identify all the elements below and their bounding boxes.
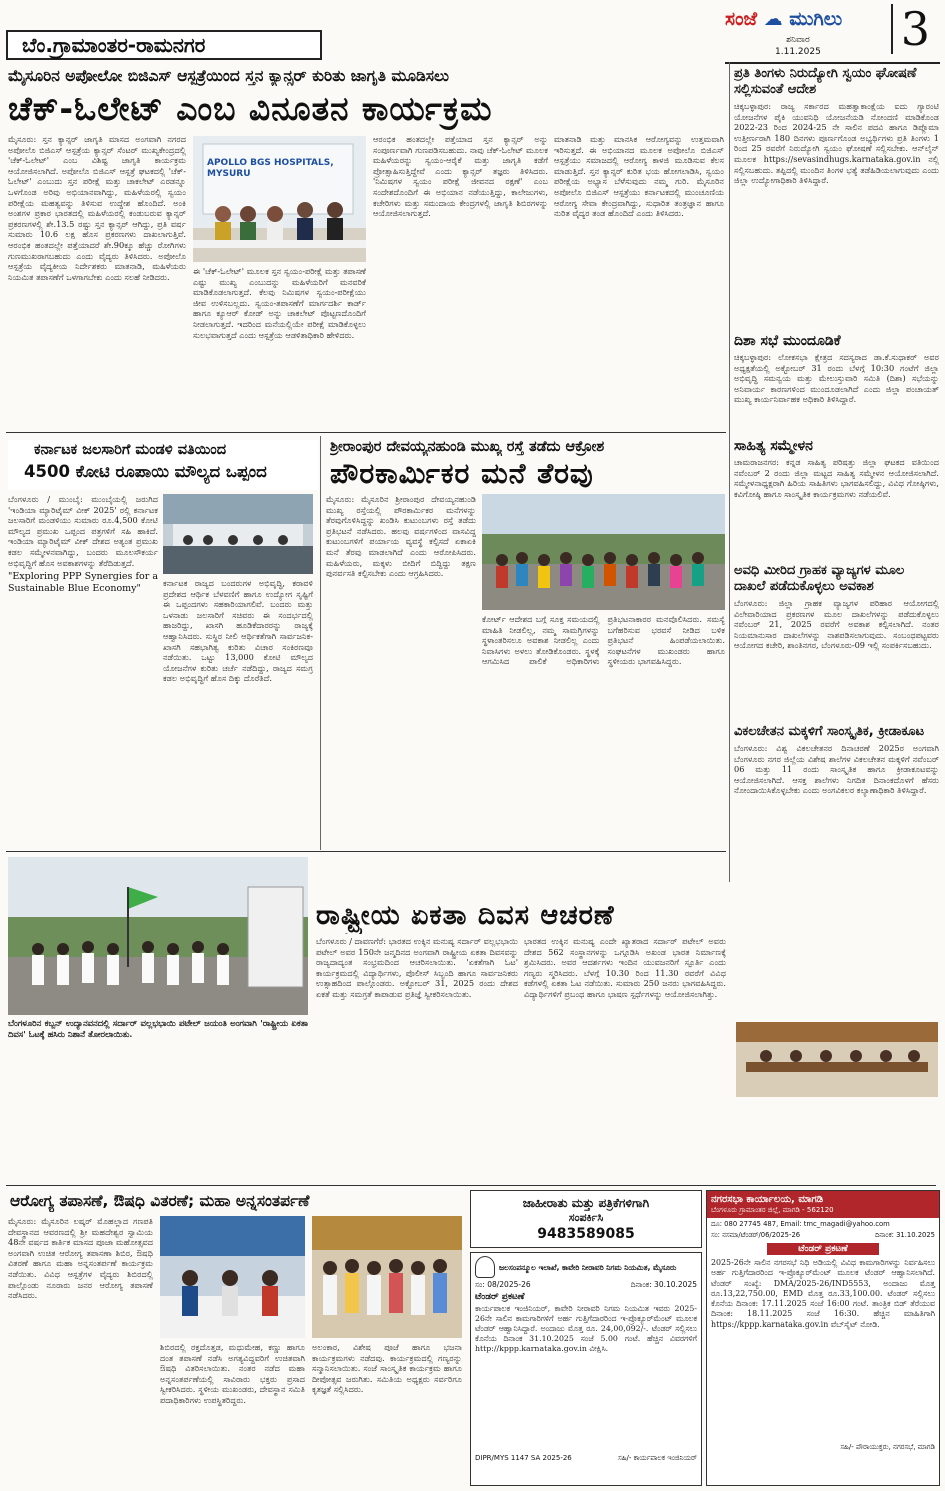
meeting-photo bbox=[736, 1022, 938, 1097]
water-story-kicker: ಕರ್ನಾಟಕ ಜಲಸಾರಿಗೆ ಮಂಡಳಿ ವತಿಯಿಂದ bbox=[34, 442, 227, 458]
sidebar-disabled-title: ವಿಕಲಚೇತನ ಮಕ್ಕಳಿಗೆ ಸಾಂಸ್ಕೃತಿಕ, ಕ್ರೀಡಾಕೂಟ bbox=[734, 724, 925, 739]
masthead-name-b: ಮುಗಿಲು bbox=[789, 8, 843, 30]
water-story-col-1-text: ಬೆಂಗಳೂರು / ಮುಂಬೈ: ಮುಂಬೈಯಲ್ಲಿ ಜರುಗಿದ 'ಇಂಡಿಯಾ ಮ್ಯಾರಿಟೈಮ್ ವೀಕ್ 2025' ರಲ್ಲಿ ಕರ್ನಾಟಕ ಜಲಸಾರಿಗೆ ಮಂಡಳಿಯು ಸುಮಾರು ರೂ.4,500 ಕೋಟಿ ಮೌಲ್ಯದ ಪ್ರಮುಖ ಒಪ್ಪಂದ ಪತ್ರಗಳಿಗೆ ಸಹಿ ಹಾಕಿದೆ. ಇಂಡಿಯಾ ಮ್ಯಾರಿಟೈಮ್ ವೀಕ್ ದೇಶದ ಅತ್ಯಂತ ಪ್ರಮುಖ ಕಡಲ ಸಮ್ಮೇಳನವಾಗಿದ್ದು, ಬಂದರು ಮೂಲಸೌಕರ್ಯ ಅಭಿವೃದ್ಧಿಗೆ ಹೊಸ ಅವಕಾಶಗಳನ್ನು ತೆರೆದಿಡುತ್ತದೆ. bbox=[8, 494, 158, 568]
column-divider-2 bbox=[320, 436, 321, 850]
ad-contact-box bbox=[470, 1190, 702, 1248]
cloud-icon: ☁ bbox=[763, 8, 783, 30]
masthead-date-value: 1.11.2025 bbox=[775, 47, 821, 57]
top-story-col-1-text: ಮೈಸೂರು: ಸ್ತನ ಕ್ಯಾನ್ಸರ್ ಜಾಗೃತಿ ಮಾಸದ ಅಂಗವಾಗಿ ನಗರದ ಅಪೋಲೊ ಬಿಜಿಎಸ್ ಆಸ್ಪತ್ರೆಯ ಕ್ಯಾನ್ಸರ್ ಸೆಂಟರ್ ಮುಖ್ಯಕೇಂದ್ರದಲ್ಲಿ 'ಚೆಕ್-ಓಲೇಟ್' ಎಂಬ ವಿಶಿಷ್ಟ ಜಾಗೃತಿ ಕಾರ್ಯಕ್ರಮ ಆಯೋಜಿಸಲಾಗಿದೆ. ಅಪೋಲೊ ಬಿಜಿಎಸ್ ಆಸ್ಪತ್ರೆ ಘಟಕದಲ್ಲಿ 'ಚೆಕ್-ಓಲೇಟ್' ಎಂಬುದು ಸ್ತನ ಪರೀಕ್ಷೆ ಮತ್ತು ಚಾಕಲೇಟ್ ಎರಡನ್ನೂ ಒಳಗೊಂಡ ಅರಿವು ಅಭಿಯಾನವಾಗಿದ್ದು, ಮಹಿಳೆಯರಲ್ಲಿ ಸ್ವಯಂ ಪರೀಕ್ಷೆಯ ಮಹತ್ವವನ್ನು ತಿಳಿಸುವ ಉದ್ದೇಶ ಹೊಂದಿದೆ. ಅಂಕಿ ಅಂಶಗಳ ಪ್ರಕಾರ ಭಾರತದಲ್ಲಿ ಮಹಿಳೆಯರಲ್ಲಿ ಕಂಡುಬರುವ ಕ್ಯಾನ್ಸರ್ ಪ್ರಕರಣಗಳಲ್ಲಿ ಶೇ.13.5 ರಷ್ಟು ಸ್ತನ ಕ್ಯಾನ್ಸರ್ ಆಗಿದ್ದು, ಪ್ರತಿ ವರ್ಷ ಸುಮಾರು 10.6 ಲಕ್ಷ ಹೊಸ ಪ್ರಕರಣಗಳು ದಾಖಲಾಗುತ್ತಿವೆ. ಆರಂಭಿಕ ಹಂತದಲ್ಲೇ ಪತ್ತೆಯಾದರೆ ಶೇ.90ಕ್ಕೂ ಹೆಚ್ಚು ರೋಗಿಗಳು ಗುಣಮುಖರಾಗಬಹುದು ಎಂದು ವೈದ್ಯರು ತಿಳಿಸಿದರು. ಅಪೋಲೊ ಆಸ್ಪತ್ರೆಯ ವೈದ್ಯಕೀಯ ನಿರ್ದೇಶಕರು ಮಾತನಾಡಿ, ಮಹಿಳೆಯರು ನಿಯಮಿತ ತಪಾಸಣೆಗೆ ಒಳಗಾಗಬೇಕು ಎಂದು ಸಲಹೆ ನೀಡಿದರು. bbox=[8, 134, 186, 282]
protest-crowd-photo bbox=[482, 494, 725, 610]
top-story-col-3-text: ಆರಂಭಿಕ ಹಂತದಲ್ಲೇ ಪತ್ತೆಯಾದ ಸ್ತನ ಕ್ಯಾನ್ಸರ್ ಅನ್ನು ಸಂಪೂರ್ಣವಾಗಿ ಗುಣಪಡಿಸಬಹುದು. ನಾವು ಚೆಕ್-ಓಲೇಟ್ ಮೂಲಕ ಮಹಿಳೆಯರನ್ನು ಸ್ವಯಂ-ಆರೈಕೆ ಮತ್ತು ಜಾಗೃತಿ ಕಡೆಗೆ ಪ್ರೋತ್ಸಾಹಿಸುತ್ತಿದ್ದೇವೆ ಎಂದು ಕ್ಯಾನ್ಸರ್ ತಜ್ಞರು ತಿಳಿಸಿದರು. 'ನಿಮಿಷಗಳ ಸ್ವಯಂ ಪರೀಕ್ಷೆ ಜೀವನದ ರಕ್ಷಣೆ' ಎಂಬ ಸಂದೇಶದೊಂದಿಗೆ ಈ ಅಭಿಯಾನ ನಡೆಯುತ್ತಿದ್ದು, ಕಾಲೇಜುಗಳು, ಕಚೇರಿಗಳು ಮತ್ತು ಸಮುದಾಯ ಕೇಂದ್ರಗಳಲ್ಲಿ ಜಾಗೃತಿ ಶಿಬಿರಗಳನ್ನು ಆಯೋಜಿಸಲಾಗುತ್ತದೆ. bbox=[373, 134, 548, 219]
protest-story-col-1 bbox=[326, 494, 476, 846]
unity-run-photo bbox=[8, 857, 308, 1015]
sidebar bbox=[734, 66, 939, 881]
tender-1-date: ದಿನಾಂಕ: 30.10.2025 bbox=[630, 1280, 697, 1289]
sidebar-disabled-body: ಬೆಂಗಳೂರು: ವಿಶ್ವ ವಿಕಲಚೇತನರ ದಿನಾಚರಣೆ 2025ರ ಅಂಗವಾಗಿ ಬೆಂಗಳೂರು ನಗರ ಜಿಲ್ಲೆಯ ವಿಶೇಷ ಶಾಲೆಗಳ ವಿಕಲಚೇತನ ಮಕ್ಕಳಿಗೆ ನವೆಂಬರ್ 06 ಮತ್ತು 11 ರಂದು ಸಾಂಸ್ಕೃತಿಕ ಹಾಗೂ ಕ್ರೀಡಾಕೂಟವನ್ನು ಆಯೋಜಿಸಲಾಗಿದೆ. ಆಸಕ್ತ ಶಾಲೆಗಳು ನಿಗದಿತ ದಿನಾಂಕದೊಳಗೆ ಹೆಸರು ನೋಂದಾಯಿಸಿಕೊಳ್ಳಬೇಕು ಎಂದು ಅಂಗವಿಕಲರ ಕಲ್ಯಾಣಾಧಿಕಾರಿ ತಿಳಿಸಿದ್ದಾರೆ. bbox=[734, 743, 939, 796]
health-story-col-2-text: ಶಿಬಿರದಲ್ಲಿ ರಕ್ತದೊತ್ತಡ, ಮಧುಮೇಹ, ಕಣ್ಣು ಹಾಗೂ ದಂತ ತಪಾಸಣೆ ನಡೆಸಿ ಅಗತ್ಯವಿದ್ದವರಿಗೆ ಉಚಿತವಾಗಿ ಔಷಧಿ ವಿತರಿಸಲಾಯಿತು. ನಂತರ ನಡೆದ ಮಹಾ ಅನ್ನಸಂತರ್ಪಣೆಯಲ್ಲಿ ಸಾವಿರಾರು ಭಕ್ತರು ಪ್ರಸಾದ ಸ್ವೀಕರಿಸಿದರು. ಸ್ಥಳೀಯ ಮುಖಂಡರು, ದೇವಸ್ಥಾನ ಸಮಿತಿ ಪದಾಧಿಕಾರಿಗಳು ಉಪಸ್ಥಿತರಿದ್ದರು. bbox=[160, 1342, 305, 1405]
top-story-col-1 bbox=[8, 134, 186, 426]
tender-2-title: ಟೆಂಡರ್ ಪ್ರಕಟಣೆ bbox=[767, 1243, 879, 1255]
protest-story-col-1-text: ಮೈಸೂರು: ಮೈಸೂರಿನ ಶ್ರೀರಾಂಪುರ ದೇವಯ್ಯನಹುಂಡಿ ಮುಖ್ಯ ರಸ್ತೆಯಲ್ಲಿ ಪೌರಕಾರ್ಮಿಕರ ಮನೆಗಳನ್ನು ತೆರವುಗೊಳಿಸಿದ್ದನ್ನು ಖಂಡಿಸಿ ಕುಟುಂಬಗಳು ರಸ್ತೆ ತಡೆದು ಪ್ರತಿಭಟನೆ ನಡೆಸಿದರು. ಹಲವು ವರ್ಷಗಳಿಂದ ವಾಸವಿದ್ದ ಕುಟುಂಬಗಳಿಗೆ ಪರ್ಯಾಯ ವ್ಯವಸ್ಥೆ ಕಲ್ಪಿಸದೆ ಏಕಾಏಕಿ ಮನೆ ತೆರವು ಮಾಡಲಾಗಿದೆ ಎಂದು ಆರೋಪಿಸಿದರು. ಮಹಿಳೆಯರು, ಮಕ್ಕಳು ಬೀದಿಗೆ ಬಿದ್ದಿದ್ದು ತಕ್ಷಣ ಪುನರ್ವಸತಿ ಕಲ್ಪಿಸಬೇಕು ಎಂದು ಆಗ್ರಹಿಸಿದರು. bbox=[326, 494, 476, 579]
tender-1-body: ಕಾರ್ಯಪಾಲಕ ಇಂಜಿನಿಯರ್, ಕಾವೇರಿ ನೀರಾವರಿ ನಿಗಮ ನಿಯಮಿತ ಇವರು 2025-26ನೇ ಸಾಲಿನ ಕಾಮಗಾರಿಗಳಿಗೆ ಅರ್ಹ ಗುತ್ತಿಗೆದಾರರಿಂದ ಇ-ಪ್ರೊಕ್ಯೂರ್‌ಮೆಂಟ್ ಮೂಲಕ ಟೆಂಡರ್ ಆಹ್ವಾನಿಸಿದ್ದಾರೆ. ಅಂದಾಜು ಮೊತ್ತ ರೂ. 24,00,092/-. ಟೆಂಡರ್ ಸಲ್ಲಿಸಲು ಕೊನೆಯ ದಿನಾಂಕ 31.10.2025 ಸಂಜೆ 5.00 ಗಂಟೆ. ಹೆಚ್ಚಿನ ವಿವರಗಳಿಗೆ http://kppp.karnataka.gov.in ವೀಕ್ಷಿಸಿ. bbox=[475, 1304, 697, 1353]
tender-2-head bbox=[707, 1191, 939, 1218]
ad-contact-title: ಜಾಹೀರಾತು ಮತ್ತು ಪತ್ರಿಕೆಗಳಿಗಾಗಿ bbox=[522, 1196, 650, 1210]
sidebar-disha-body: ಚಿಕ್ಕಬಳ್ಳಾಪುರ: ಲೋಕಸಭಾ ಕ್ಷೇತ್ರದ ಸದಸ್ಯರಾದ ಡಾ.ಕೆ.ಸುಧಾಕರ್ ಅವರ ಅಧ್ಯಕ್ಷತೆಯಲ್ಲಿ ಅಕ್ಟೋಬರ್ 31 ರಂದು ಬೆಳಗ್ಗೆ 10:30 ಗಂಟೆಗೆ ಜಿಲ್ಲಾ ಅಭಿವೃದ್ಧಿ ಸಮನ್ವಯ ಮತ್ತು ಮೇಲುಸ್ತುವಾರಿ ಸಮಿತಿ (ದಿಶಾ) ಸಭೆಯನ್ನು ಅನಿವಾರ್ಯ ಕಾರಣಗಳಿಂದ ಮುಂದೂಡಲಾಗಿದೆ ಎಂದು ಜಿಲ್ಲಾ ಪಂಚಾಯತ್ ಮುಖ್ಯ ಕಾರ್ಯನಿರ್ವಾಹಕ ಅಧಿಕಾರಿ ತಿಳಿಸಿದ್ದಾರೆ. bbox=[734, 352, 939, 405]
sidebar-disha-title: ದಿಶಾ ಸಭೆ ಮುಂದೂಡಿಕೆ bbox=[734, 333, 841, 349]
column-divider bbox=[729, 62, 730, 882]
water-story-quote: "Exploring PPP Synergies for a Sustainable Blue Economy" bbox=[8, 571, 158, 595]
ad-contact-phone: 9483589085 bbox=[537, 1226, 635, 1242]
top-story-col-3 bbox=[373, 134, 548, 426]
tender-2-contact: ದೂ: 080 27745 487, Email: tmc_magadi@yahoo.com bbox=[711, 1220, 890, 1228]
unity-story-caption-text: ಬೆಂಗಳೂರಿನ ಕಬ್ಬನ್ ಉದ್ಯಾನವನದಲ್ಲಿ ಸರ್ದಾರ್ ವಲ್ಲಭಭಾಯಿ ಪಟೇಲ್ ಜಯಂತಿ ಅಂಗವಾಗಿ 'ರಾಷ್ಟ್ರೀಯ ಏಕತಾ ದಿವಸ' ಓಟಕ್ಕೆ ಹಸಿರು ನಿಶಾನೆ ತೋರಲಾಯಿತು. bbox=[8, 1018, 308, 1039]
tender-2-head-text: ನಗರಸಭಾ ಕಾರ್ಯಾಲಯ, ಮಾಗಡಿ bbox=[711, 1194, 824, 1205]
top-story-photo bbox=[193, 136, 366, 262]
masthead-day: ಶನಿವಾರ bbox=[786, 35, 810, 45]
tender-1-title: ಟೆಂಡರ್ ಪ್ರಕಟಣೆ bbox=[475, 1292, 525, 1302]
page-number: 3 bbox=[891, 4, 930, 54]
health-story-headline: ಆರೋಗ್ಯ ತಪಾಸಣೆ, ಔಷಧಿ ವಿತರಣೆ; ಮಹಾ ಅನ್ನಸಂತರ್ಪಣೆ bbox=[10, 1192, 310, 1210]
masthead-title bbox=[725, 8, 842, 30]
health-story-col-1-text: ಮೈಸೂರು: ಮೈಸೂರಿನ ಲಷ್ಕರ್ ಮೊಹಲ್ಲಾದ ಗಣಪತಿ ದೇವಸ್ಥಾನದ ಆವರಣದಲ್ಲಿ ಶ್ರೀ ಮಹದೇಶ್ವರ ಸ್ವಾಮಿಯ 48ನೇ ವರ್ಷದ ಕಾರ್ತಿಕ ಮಾಸದ ಪೂಜಾ ಮಹೋತ್ಸವದ ಅಂಗವಾಗಿ ಉಚಿತ ಆರೋಗ್ಯ ತಪಾಸಣಾ ಶಿಬಿರ, ಔಷಧಿ ವಿತರಣೆ ಹಾಗೂ ಮಹಾ ಅನ್ನಸಂತರ್ಪಣೆ ಕಾರ್ಯಕ್ರಮ ನಡೆಯಿತು. ವಿವಿಧ ಆಸ್ಪತ್ರೆಗಳ ವೈದ್ಯರು ಶಿಬಿರದಲ್ಲಿ ಪಾಲ್ಗೊಂಡು ನೂರಾರು ಜನರ ಆರೋಗ್ಯ ತಪಾಸಣೆ ನಡೆಸಿದರು. bbox=[8, 1216, 153, 1301]
health-story-col-3-text: ಅಲಂಕಾರ, ವಿಶೇಷ ಪೂಜೆ ಹಾಗೂ ಭಜನಾ ಕಾರ್ಯಕ್ರಮಗಳು ನಡೆದವು. ಕಾರ್ಯಕ್ರಮದಲ್ಲಿ ಗಣ್ಯರನ್ನು ಸನ್ಮಾನಿಸಲಾಯಿತು. ಸಂಜೆ ಸಾಂಸ್ಕೃತಿಕ ಕಾರ್ಯಕ್ರಮ ಹಾಗೂ ದೀಪೋತ್ಸವ ಜರುಗಿತು. ಸಮಿತಿಯ ಅಧ್ಯಕ್ಷರು ಸರ್ವರಿಗೂ ಕೃತಜ್ಞತೆ ಸಲ್ಲಿಸಿದರು. bbox=[312, 1342, 462, 1395]
sidebar-jobs-body: ಚಿಕ್ಕಬಳ್ಳಾಪುರ: ರಾಜ್ಯ ಸರ್ಕಾರದ ಮಹತ್ವಾಕಾಂಕ್ಷೆಯ ಐದು ಗ್ಯಾರಂಟಿ ಯೋಜನೆಗಳ ಪೈಕಿ ಯುವನಿಧಿ ಯೋಜನೆಯಡಿ ನೋಂದಣಿ ಮಾಡಿಕೊಂಡ 2022-23 ರಿಂದ 2024-25 ನೇ ಸಾಲಿನ ಪದವಿ ಹಾಗೂ ಡಿಪ್ಲೊಮಾ ಉತ್ತೀರ್ಣರಾಗಿ 180 ದಿನಗಳು ಪೂರ್ಣಗೊಂಡ ಅಭ್ಯರ್ಥಿಗಳು ಪ್ರತಿ ತಿಂಗಳು 1 ರಿಂದ 25 ರವರೆಗೆ ನಿರುದ್ಯೋಗಿ ಸ್ವಯಂ ಘೋಷಣೆ ಸಲ್ಲಿಸಬೇಕು. ಆನ್‌ಲೈನ್ ಮೂಲಕ https://sevasindhugs.karnataka.gov.in ನಲ್ಲಿ ಸಲ್ಲಿಸಬಹುದು. ತಪ್ಪಿದಲ್ಲಿ ಮುಂದಿನ ತಿಂಗಳ ಭತ್ಯೆ ತಡೆಹಿಡಿಯಲಾಗುವುದು ಎಂದು ಜಿಲ್ಲಾ ಉದ್ಯೋಗಾಧಿಕಾರಿ ತಿಳಿಸಿದ್ದಾರೆ. bbox=[734, 101, 939, 186]
unity-story-col-1-text: ಬೆಂಗಳೂರು / ದಾವಣಗೆರೆ: ಭಾರತದ ಉಕ್ಕಿನ ಮನುಷ್ಯ ಸರ್ದಾರ್ ವಲ್ಲಭಭಾಯಿ ಪಟೇಲ್ ಅವರ 150ನೇ ಜನ್ಮದಿನದ ಅಂಗವಾಗಿ ರಾಷ್ಟ್ರೀಯ ಏಕತಾ ದಿವಸವನ್ನು ರಾಜ್ಯದಾದ್ಯಂತ ಸಂಭ್ರಮದಿಂದ ಆಚರಿಸಲಾಯಿತು. 'ಏಕತೆಗಾಗಿ ಓಟ' ಕಾರ್ಯಕ್ರಮದಲ್ಲಿ ವಿದ್ಯಾರ್ಥಿಗಳು, ಪೊಲೀಸ್ ಸಿಬ್ಬಂದಿ ಹಾಗೂ ಸಾರ್ವಜನಿಕರು ಉತ್ಸಾಹದಿಂದ ಪಾಲ್ಗೊಂಡರು. ಅಕ್ಟೋಬರ್ 31, 2025 ರಂದು ದೇಶದ ಏಕತೆ ಮತ್ತು ಸಮಗ್ರತೆ ಕಾಪಾಡುವ ಪ್ರತಿಜ್ಞೆ ಸ್ವೀಕರಿಸಲಾಯಿತು. bbox=[316, 936, 518, 999]
ad-contact-sub: ಸಂಪರ್ಕಿಸಿ bbox=[568, 1211, 604, 1224]
tender-2-date: ದಿನಾಂಕ: 31.10.2025 bbox=[874, 1231, 935, 1239]
sidebar-consumer-title: ಅವಧಿ ಮೀರಿದ ಗ್ರಾಹಕ ವ್ಯಾಜ್ಯಗಳ ಮೂಲ ದಾಖಲೆ ಪಡೆದುಕೊಳ್ಳಲು ಅವಕಾಶ bbox=[734, 563, 905, 594]
press-meet-photo bbox=[193, 136, 366, 262]
section-tag: ಬೆಂ.ಗ್ರಾಮಾಂತರ-ರಾಮನಗರ bbox=[6, 30, 322, 60]
tender-2-ref: ಸಂ: ನಸಮಾ/ಟೆಂಡರ್/06/2025-26 bbox=[711, 1231, 801, 1239]
masthead-name-a: ಸಂಜೆ bbox=[725, 8, 758, 30]
health-story-col-1 bbox=[8, 1216, 153, 1486]
protest-story-headline: ಪೌರಕಾರ್ಮಿಕರ ಮನೆ ತೆರವು bbox=[330, 457, 594, 490]
top-story-col-4 bbox=[554, 134, 724, 426]
sidebar-consumer-body: ಬೆಂಗಳೂರು: ಜಿಲ್ಲಾ ಗ್ರಾಹಕ ವ್ಯಾಜ್ಯಗಳ ಪರಿಹಾರ ಆಯೋಗದಲ್ಲಿ ವಿಲೇವಾರಿಯಾದ ಪ್ರಕರಣಗಳ ಮೂಲ ದಾಖಲೆಗಳನ್ನು ಪಡೆದುಕೊಳ್ಳಲು ನವೆಂಬರ್ 21, 2025 ರವರೆಗೆ ಅವಕಾಶ ಕಲ್ಪಿಸಲಾಗಿದೆ. ನಂತರ ನಿಯಮಾನುಸಾರ ದಾಖಲೆಗಳನ್ನು ನಾಶಪಡಿಸಲಾಗುವುದು. ಸಂಬಂಧಪಟ್ಟವರು ಆಯೋಗದ ಕಚೇರಿ, ಶಾಂತಿನಗರ, ಬೆಂಗಳೂರು-09 ಇಲ್ಲಿ ಸಂಪರ್ಕಿಸಬಹುದು. bbox=[734, 598, 939, 651]
health-camp-photo bbox=[160, 1216, 305, 1338]
government-emblem-icon bbox=[475, 1256, 495, 1278]
water-story-col-1 bbox=[8, 494, 158, 846]
section-divider bbox=[6, 432, 726, 433]
maritime-event-photo bbox=[163, 494, 313, 574]
sidebar-sahitya-title: ಸಾಹಿತ್ಯ ಸಮ್ಮೇಳನ bbox=[734, 438, 813, 454]
tender-2-sub: ಬೆಂಗಳೂರು ಗ್ರಾಮಾಂತರ ಜಿಲ್ಲೆ, ಮಾಗಡಿ - 562120 bbox=[711, 1206, 834, 1214]
health-story-col-3 bbox=[312, 1342, 462, 1486]
health-story-col-2 bbox=[160, 1342, 305, 1486]
sidebar-photo bbox=[736, 1022, 938, 1097]
unity-story-col-2-text: ಭಾರತದ ಉಕ್ಕಿನ ಮನುಷ್ಯ ಎಂದೇ ಖ್ಯಾತರಾದ ಸರ್ದಾರ್ ಪಟೇಲ್ ಅವರು ದೇಶದ 562 ಸಂಸ್ಥಾನಗಳನ್ನು ಒಗ್ಗೂಡಿಸಿ ಅಖಂಡ ಭಾರತ ನಿರ್ಮಾಣಕ್ಕೆ ಶ್ರಮಿಸಿದರು. ಅವರ ಆದರ್ಶಗಳು ಇಂದಿನ ಯುವಜನರಿಗೆ ಸ್ಫೂರ್ತಿ ಎಂದು ಗಣ್ಯರು ಸ್ಮರಿಸಿದರು. ಬೆಳಗ್ಗೆ 10.30 ರಿಂದ 11.30 ರವರೆಗೆ ವಿವಿಧ ಕಡೆಗಳಲ್ಲಿ ಏಕತಾ ಓಟ ನಡೆಯಿತು. ಸುಮಾರು 250 ಜನರು ಭಾಗವಹಿಸಿದ್ದರು. ವಿದ್ಯಾರ್ಥಿಗಳಿಗೆ ಪ್ರಬಂಧ ಹಾಗೂ ಭಾಷಣ ಸ್ಪರ್ಧೆಗಳನ್ನು ಆಯೋಜಿಸಲಾಗಿತ್ತು. bbox=[524, 936, 726, 999]
tender-1-sign: ಸಹಿ/- ಕಾರ್ಯಪಾಲಕ ಇಂಜಿನಿಯರ್ bbox=[618, 1454, 697, 1462]
water-story-col-2 bbox=[163, 578, 313, 846]
masthead bbox=[725, 4, 940, 64]
protest-story-photo bbox=[482, 494, 725, 610]
water-story-col-2-text: ಕರ್ನಾಟಕ ರಾಜ್ಯದ ಬಂದರುಗಳ ಅಭಿವೃದ್ಧಿ, ಕರಾವಳಿ ಪ್ರದೇಶದ ಆರ್ಥಿಕ ಬೆಳವಣಿಗೆ ಹಾಗೂ ಉದ್ಯೋಗ ಸೃಷ್ಟಿಗೆ ಈ ಒಪ್ಪಂದಗಳು ಸಹಕಾರಿಯಾಗಲಿವೆ. ಬಂದರು ಮತ್ತು ಒಳನಾಡು ಜಲಸಾರಿಗೆ ಸಚಿವರು ಈ ಸಂದರ್ಭದಲ್ಲಿ ಹಾಜರಿದ್ದು, ಖಾಸಗಿ ಹೂಡಿಕೆದಾರರನ್ನು ರಾಜ್ಯಕ್ಕೆ ಆಹ್ವಾನಿಸಿದರು. ಸುಸ್ಥಿರ ನೀಲಿ ಆರ್ಥಿಕತೆಗಾಗಿ ಸಾರ್ವಜನಿಕ-ಖಾಸಗಿ ಸಹಭಾಗಿತ್ವ ಕುರಿತು ವಿಚಾರ ಸಂಕಿರಣವೂ ನಡೆಯಿತು. ಒಟ್ಟು 13,000 ಕೋಟಿ ಮೌಲ್ಯದ ಯೋಜನೆಗಳ ಕುರಿತು ಚರ್ಚೆ ನಡೆದಿದ್ದು, ರಾಜ್ಯದ ಸಮಗ್ರ ಕಡಲ ಅಭಿವೃದ್ಧಿಗೆ ಹೊಸ ದಿಕ್ಕು ದೊರೆತಿದೆ. bbox=[163, 578, 313, 684]
sidebar-sahitya-body: ಚಾಮರಾಜನಗರ: ಕನ್ನಡ ಸಾಹಿತ್ಯ ಪರಿಷತ್ತು ಜಿಲ್ಲಾ ಘಟಕದ ವತಿಯಿಂದ ನವೆಂಬರ್ 2 ರಂದು ಜಿಲ್ಲಾ ಮಟ್ಟದ ಸಾಹಿತ್ಯ ಸಮ್ಮೇಳನ ಆಯೋಜಿಸಲಾಗಿದೆ. ಸಮ್ಮೇಳನಾಧ್ಯಕ್ಷರಾಗಿ ಹಿರಿಯ ಸಾಹಿತಿಗಳು ಭಾಗವಹಿಸಲಿದ್ದು, ವಿವಿಧ ಗೋಷ್ಠಿಗಳು, ಕವಿಗೋಷ್ಠಿ ಹಾಗೂ ಸಾಂಸ್ಕೃತಿಕ ಕಾರ್ಯಕ್ರಮಗಳು ನಡೆಯಲಿವೆ. bbox=[734, 457, 939, 499]
protest-story-col-2-text: ಕೋರ್ಟ್ ಆದೇಶದ ಬಗ್ಗೆ ಸೂಕ್ತ ಸಮಯದಲ್ಲಿ ಮಾಹಿತಿ ನೀಡಲಿಲ್ಲ, ನಮ್ಮ ಸಾಮಗ್ರಿಗಳನ್ನು ಸ್ಥಳಾಂತರಿಸಲೂ ಅವಕಾಶ ನೀಡಲಿಲ್ಲ ಎಂದು ನಿವಾಸಿಗಳು ಅಳಲು ತೋಡಿಕೊಂಡರು. ಸ್ಥಳಕ್ಕೆ ಆಗಮಿಸಿದ ಪಾಲಿಕೆ ಅಧಿಕಾರಿಗಳು ಪ್ರತಿಭಟನಾಕಾರರ ಮನವೊಲಿಸಿದರು. ಸಮಸ್ಯೆ ಬಗೆಹರಿಸುವ ಭರವಸೆ ನೀಡಿದ ಬಳಿಕ ಪ್ರತಿಭಟನೆ ಹಿಂಪಡೆಯಲಾಯಿತು. ಸಂಘಟನೆಗಳ ಮುಖಂಡರು ಹಾಗೂ ಸ್ಥಳೀಯರು ಭಾಗವಹಿಸಿದ್ದರು. bbox=[482, 614, 725, 667]
top-story-col-4-text: ಮಾತನಾಡಿ ಮತ್ತು ಮಾನಸಿಕ ಆರೋಗ್ಯವನ್ನು ಉತ್ತಮವಾಗಿ ಇರಿಸುತ್ತದೆ. ಈ ಅಭಿಯಾನದ ಮೂಲಕ ಅಪೋಲೊ ಬಿಜಿಎಸ್ ಆಸ್ಪತ್ರೆಯು ಸಮಾಜದಲ್ಲಿ ಆರೋಗ್ಯ ಕಾಳಜಿ ಮೂಡಿಸುವ ಕೆಲಸ ಮಾಡುತ್ತಿದೆ. ಸ್ತನ ಕ್ಯಾನ್ಸರ್ ಕುರಿತ ಭಯ ಹೋಗಲಾಡಿಸಿ, ಸ್ವಯಂ ಪರೀಕ್ಷೆಯ ಅಭ್ಯಾಸ ಬೆಳೆಸುವುದು ನಮ್ಮ ಗುರಿ. ಮೈಸೂರಿನ ಅಪೋಲೊ ಬಿಜಿಎಸ್ ಆಸ್ಪತ್ರೆಯು ಕರ್ನಾಟಕದಲ್ಲಿ ಮುಂಚೂಣಿಯ ಆರೋಗ್ಯ ಸೇವಾ ಕೇಂದ್ರವಾಗಿದ್ದು, ಸುಧಾರಿತ ತಂತ್ರಜ್ಞಾನ ಹಾಗೂ ನುರಿತ ವೈದ್ಯರ ತಂಡ ಹೊಂದಿದೆ ಎಂದು ತಿಳಿಸಿದರು. bbox=[554, 134, 724, 219]
health-story-photo-2 bbox=[312, 1216, 462, 1338]
sidebar-jobs-title: ಪ್ರತಿ ತಿಂಗಳು ನಿರುದ್ಯೋಗಿ ಸ್ವಯಂ ಘೋಷಣೆ ಸಲ್ಲಿಸುವಂತೆ ಆದೇಶ bbox=[734, 66, 917, 97]
top-story-col-2 bbox=[193, 266, 366, 426]
tender-2-sign: ಸಹಿ/- ಪೌರಾಯುಕ್ತರು, ನಗರಸಭೆ, ಮಾಗಡಿ bbox=[840, 1443, 935, 1451]
unity-story-col-2 bbox=[524, 936, 726, 1180]
tender-notice-2 bbox=[706, 1190, 940, 1486]
top-story-kicker: ಮೈಸೂರಿನ ಅಪೋಲೋ ಬಿಜಿಎಸ್ ಆಸ್ಪತ್ರೆಯಿಂದ ಸ್ತನ ಕ್ಯಾನ್ಸರ್ ಕುರಿತು ಜಾಗೃತಿ ಮೂಡಿಸಲು bbox=[8, 67, 449, 85]
tender-notice-1 bbox=[470, 1252, 702, 1486]
unity-story-caption bbox=[8, 1018, 308, 1048]
tender-1-ref: ಸಂ: 08/2025-26 bbox=[475, 1280, 531, 1289]
unity-story-headline: ರಾಷ್ಟ್ರೀಯ ಏಕತಾ ದಿವಸ ಆಚರಣೆ bbox=[316, 900, 615, 931]
water-story-photo bbox=[163, 494, 313, 574]
top-story-col-2-text: ಈ 'ಚೆಕ್-ಓಲೇಟ್' ಮೂಲಕ ಸ್ತನ ಸ್ವಯಂ-ಪರೀಕ್ಷೆ ಮತ್ತು ತಪಾಸಣೆ ಎಷ್ಟು ಮುಖ್ಯ ಎಂಬುದನ್ನು ಮಹಿಳೆಯರಿಗೆ ಮನವರಿಕೆ ಮಾಡಿಕೊಡಲಾಗುತ್ತದೆ. ಕೆಲವು ನಿಮಿಷಗಳ ಸ್ವಯಂ-ಪರೀಕ್ಷೆಯು ಜೀವ ಉಳಿಸಬಲ್ಲದು. ಸ್ವಯಂ-ತಪಾಸಣೆಗೆ ಮಾರ್ಗದರ್ಶಿ ಕಾರ್ಡ್ ಹಾಗೂ ಕ್ಯೂಆರ್ ಕೋಡ್ ಅನ್ನು ಚಾಕಲೇಟ್ ಪೊಟ್ಟಣದೊಂದಿಗೆ ನೀಡಲಾಗುತ್ತದೆ. ಇದರಿಂದ ಮನೆಯಲ್ಲಿಯೇ ಪರೀಕ್ಷೆ ಮಾಡಿಕೊಳ್ಳಲು ಸುಲಭವಾಗುತ್ತದೆ ಎಂದು ಆಸ್ಪತ್ರೆಯ ಆಡಳಿತಾಧಿಕಾರಿ ಹೇಳಿದರು. bbox=[193, 266, 366, 340]
unity-story-col-1 bbox=[316, 936, 518, 1080]
photo-sign: APOLLO BGS HOSPITALS, MYSURU bbox=[207, 158, 334, 179]
top-story-headline: ಚೆಕ್-ಓಲೇಟ್ ಎಂಬ ವಿನೂತನ ಕಾರ್ಯಕ್ರಮ bbox=[8, 89, 493, 128]
section-divider-2 bbox=[6, 851, 726, 852]
tender-1-footer: DIPR/MYS 1147 SA 2025-26 bbox=[475, 1454, 572, 1462]
felicitation-photo bbox=[312, 1216, 462, 1338]
unity-story-photo bbox=[8, 857, 308, 1015]
tender-1-head: ಜಲಸಂಪನ್ಮೂಲ ಇಲಾಖೆ, ಕಾವೇರಿ ನೀರಾವರಿ ನಿಗಮ ನಿಯಮಿತ, ಮೈಸೂರು bbox=[499, 1262, 677, 1272]
masthead-date bbox=[775, 34, 821, 58]
protest-story-kicker: ಶ್ರೀರಾಂಪುರ ದೇವಯ್ಯನಹುಂಡಿ ಮುಖ್ಯ ರಸ್ತೆ ತಡೆದು ಆಕ್ರೋಶ bbox=[330, 439, 605, 455]
protest-story-col-2 bbox=[482, 614, 725, 846]
tender-2-body: 2025-26ನೇ ಸಾಲಿನ ನಗರಸಭೆ ನಿಧಿ ಅಡಿಯಲ್ಲಿ ವಿವಿಧ ಕಾಮಗಾರಿಗಳನ್ನು ನಿರ್ವಹಿಸಲು ಅರ್ಹ ಗುತ್ತಿಗೆದಾರರಿಂದ ಇ-ಪ್ರೊಕ್ಯೂರ್‌ಮೆಂಟ್ ಮೂಲಕ ಟೆಂಡರ್ ಆಹ್ವಾನಿಸಲಾಗಿದೆ. ಟೆಂಡರ್ ಸಂಖ್ಯೆ: DMA/2025-26/IND5553, ಅಂದಾಜು ಮೊತ್ತ ರೂ.13,22,750.00, EMD ಮೊತ್ತ ರೂ.33,100.00. ಟೆಂಡರ್ ಸಲ್ಲಿಸಲು ಕೊನೆಯ ದಿನಾಂಕ: 17.11.2025 ಸಂಜೆ 16:00 ಗಂಟೆ. ತಾಂತ್ರಿಕ ಬಿಡ್ ತೆರೆಯುವ ದಿನಾಂಕ: 18.11.2025 ಸಂಜೆ 16:30. ಹೆಚ್ಚಿನ ಮಾಹಿತಿಗಾಗಿ https://kppp.karnataka.gov.in ವೆಬ್‌ಸೈಟ್ ನೋಡಿ. bbox=[711, 1258, 935, 1329]
health-story-photo bbox=[160, 1216, 305, 1338]
water-story-headline: 4500 ಕೋಟಿ ರೂಪಾಯಿ ಮೌಲ್ಯದ ಒಪ್ಪಂದ bbox=[24, 462, 267, 481]
section-divider-3 bbox=[6, 1185, 936, 1186]
water-story-header bbox=[8, 440, 318, 490]
